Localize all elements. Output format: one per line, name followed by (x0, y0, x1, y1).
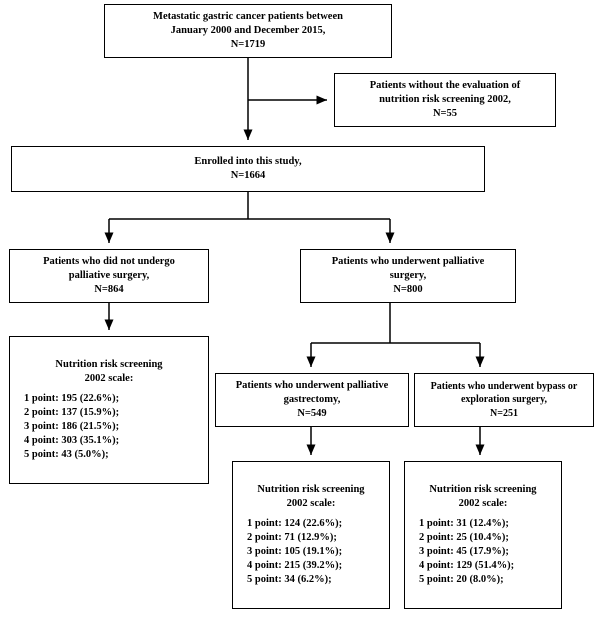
node-line: N=549 (297, 407, 327, 419)
node-line: 3 point: 105 (19.1%); (247, 545, 343, 557)
node-line: palliative surgery, (68, 270, 150, 282)
node-line: 4 point: 303 (35.1%); (24, 434, 120, 446)
node-line: N=1719 (230, 38, 266, 50)
node-header-line: 2002 scale: (84, 373, 134, 385)
node-line: Patients who did not undergo (43, 256, 175, 268)
node-nrs-bypass (404, 461, 562, 609)
node-nrs-no-surgery (9, 336, 209, 484)
node-line: 1 point: 124 (22.6%); (247, 518, 343, 530)
node-header-line: Nutrition risk screening (257, 484, 365, 496)
node-line: 2 point: 25 (10.4%); (419, 532, 509, 544)
node-palliative-surgery (300, 249, 516, 303)
node-palliative-gastrectomy (215, 373, 409, 427)
node-line: 4 point: 215 (39.2%); (247, 559, 343, 571)
node-line: N=800 (393, 283, 423, 295)
node-line: 5 point: 20 (8.0%); (419, 573, 504, 585)
node-line: N=55 (432, 107, 458, 119)
node-line: N=864 (94, 283, 124, 295)
node-line: N=251 (490, 407, 518, 419)
node-line: 1 point: 195 (22.6%); (24, 393, 120, 405)
node-line: exploration surgery, (460, 394, 548, 406)
node-line: 5 point: 34 (6.2%); (247, 573, 332, 585)
node-line: N=1664 (230, 170, 266, 181)
node-line: January 2000 and December 2015, (170, 25, 326, 37)
node-line: Enrolled into this study, (194, 156, 302, 168)
node-enrolled (11, 146, 485, 192)
node-line: 2 point: 71 (12.9%); (247, 532, 337, 544)
node-bypass-exploration (414, 373, 594, 427)
node-line: 2 point: 137 (15.9%); (24, 407, 120, 419)
node-line: surgery, (389, 270, 427, 282)
node-line: 4 point: 129 (51.4%); (419, 559, 515, 571)
node-header-line: Nutrition risk screening (55, 359, 163, 371)
node-header-line: Nutrition risk screening (429, 484, 537, 496)
node-total-patients (104, 4, 392, 58)
node-line: Patients who underwent palliative (235, 380, 389, 392)
node-no-palliative-surgery (9, 249, 209, 303)
node-header-line: 2002 scale: (458, 498, 508, 510)
node-line: Patients who underwent bypass or (430, 381, 578, 393)
node-excluded-patients (334, 73, 556, 127)
node-line: 3 point: 45 (17.9%); (419, 545, 509, 557)
node-line: 1 point: 31 (12.4%); (419, 518, 509, 530)
node-line: nutrition risk screening 2002, (379, 94, 511, 106)
node-line: gastrectomy, (283, 394, 341, 406)
node-line: 5 point: 43 (5.0%); (24, 448, 109, 460)
node-line: 3 point: 186 (21.5%); (24, 420, 120, 432)
node-line: Metastatic gastric cancer patients between (153, 11, 343, 23)
node-nrs-gastrectomy (232, 461, 390, 609)
node-line: Patients without the evaluation of (369, 80, 521, 92)
node-line: Patients who underwent palliative (331, 256, 485, 268)
node-header-line: 2002 scale: (286, 498, 336, 510)
